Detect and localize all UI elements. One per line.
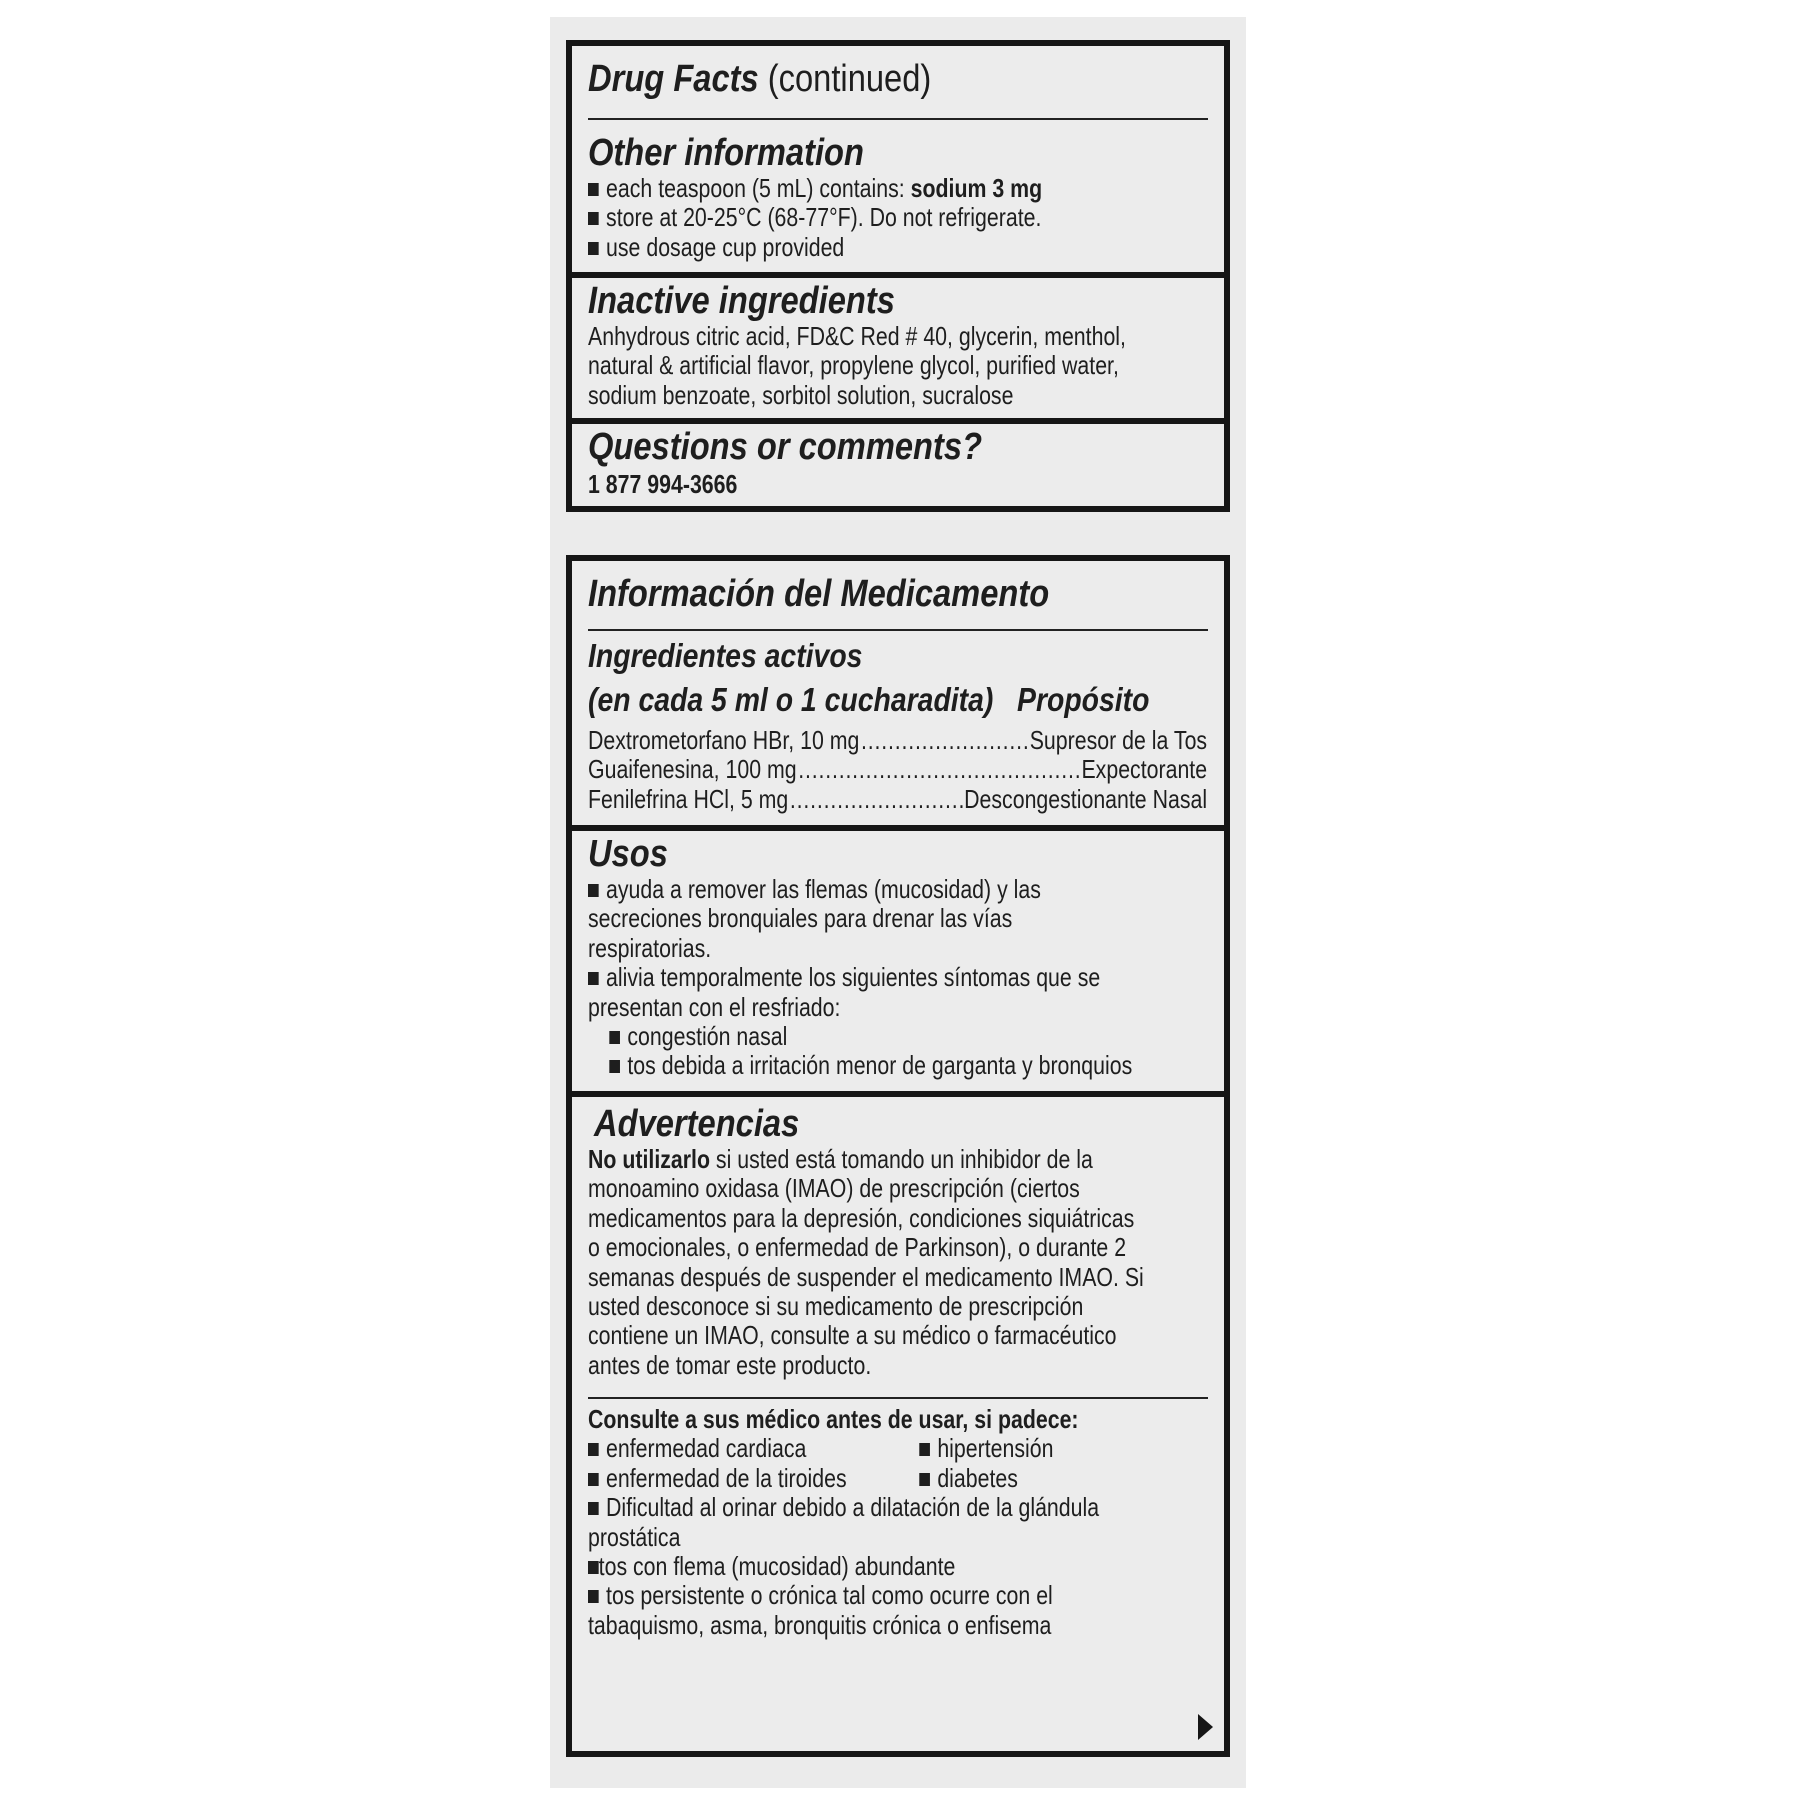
ingredient-row: Dextrometorfano HBr, 10 mg ..... Supresor de la Tos: [588, 726, 1207, 755]
text-line: tabaquismo, asma, bronquitis crónica o enfisema: [588, 1609, 1052, 1640]
section-heading: Usos: [588, 833, 668, 875]
list-item: each teaspoon (5 mL) contains: sodium 3 mg: [588, 174, 1042, 203]
list-item: store at 20-25°C (68-77°F). Do not refrigerate.: [588, 203, 1042, 232]
divider-rule: [588, 118, 1208, 120]
informacion-medicamento-box: [566, 555, 1230, 1757]
ingredient-row: Guaifenesina, 100 mg ..... Expectorante: [588, 755, 1207, 784]
text-line: No utilizarlo si usted está tomando un inhibidor de la: [588, 1144, 1093, 1174]
text-line: presentan con el resfriado:: [588, 991, 841, 1022]
dot-leader: [788, 785, 964, 814]
inactive-ingredients-section: [572, 272, 1224, 418]
bullet-square-icon: [588, 242, 599, 255]
bullet-square-icon: [588, 972, 599, 985]
bullet-square-icon: [609, 1060, 620, 1073]
section-heading: Inactive ingredients: [588, 280, 895, 322]
text-line: antes de tomar este producto.: [588, 1349, 872, 1380]
drug-facts-box: [566, 40, 1230, 512]
list-item: enfermedad cardiaca hipertensión: [588, 1434, 1099, 1463]
bullet-square-icon: [588, 1561, 599, 1574]
questions-section: [572, 418, 1224, 506]
section-heading: Questions or comments?: [588, 426, 983, 468]
consult-heading: Consulte a sus médico antes de usar, si padece:: [588, 1404, 1079, 1434]
purpose-heading: Propósito: [1017, 681, 1150, 718]
list-item: Dificultad al orinar debido a dilatación de la glándula: [588, 1493, 1099, 1522]
list-item: tos debida a irritación menor de garganta y bronquios: [588, 1051, 1132, 1080]
text-line: sodium benzoate, sorbitol solution, sucralose: [588, 379, 1014, 410]
dot-leader: [797, 755, 1082, 784]
usos-section: [572, 825, 1224, 1091]
list-item: use dosage cup provided: [588, 233, 1042, 262]
text-line: secreciones bronquiales para drenar las vías: [588, 903, 1013, 934]
section-heading: Advertencias: [594, 1103, 800, 1145]
bullet-square-icon: [919, 1473, 930, 1486]
text-line: o emocionales, o enfermedad de Parkinson), o durante 2: [588, 1232, 1127, 1263]
list-item: tos persistente o crónica tal como ocurre con el: [588, 1581, 1099, 1610]
text-line: contiene un IMAO, consulte a su médico o farmacéutico: [588, 1320, 1117, 1351]
bullet-square-icon: [588, 1502, 599, 1515]
ingredientes-activos-section: [572, 561, 1224, 825]
bullet-square-icon: [588, 1443, 599, 1456]
bullet-square-icon: [919, 1443, 930, 1456]
phone-number: 1 877 994-3666: [588, 469, 738, 499]
list-item: congestión nasal: [588, 1022, 1132, 1051]
other-information-section: [572, 46, 1224, 272]
divider-rule: [588, 629, 1208, 631]
ingredient-row: Fenilefrina HCl, 5 mg ..... Descongestionante Nasal: [588, 785, 1207, 814]
text-line: medicamentos para la depresión, condiciones siquiátricas: [588, 1202, 1135, 1233]
continued-arrow-icon: [1198, 1714, 1213, 1740]
bullet-square-icon: [588, 1590, 599, 1603]
text-line: prostática: [588, 1521, 681, 1552]
list-item: alivia temporalmente los siguientes síntomas que se: [588, 963, 1132, 992]
divider-rule: [588, 1397, 1208, 1399]
section-heading: Other information: [588, 132, 864, 174]
text-line: monoamino oxidasa (IMAO) de prescripción (ciertos: [588, 1173, 1080, 1204]
list-item: ayuda a remover las flemas (mucosidad) y las: [588, 875, 1132, 904]
text-line: respiratorias.: [588, 932, 712, 963]
bullet-square-icon: [588, 1473, 599, 1486]
list-item: tos con flema (mucosidad) abundante: [588, 1552, 1099, 1581]
text-line: semanas después de suspender el medicamento IMAO. Si: [588, 1261, 1144, 1292]
bullet-square-icon: [588, 884, 599, 897]
section-heading: Ingredientes activos: [588, 637, 863, 674]
text-line: natural & artificial flavor, propylene glycol, purified water,: [588, 350, 1119, 381]
spanish-title: Información del Medicamento: [588, 573, 1050, 615]
bullet-square-icon: [609, 1031, 620, 1044]
bullet-square-icon: [588, 212, 599, 225]
advertencias-section: [572, 1091, 1224, 1751]
subheading: (en cada 5 ml o 1 cucharadita) Propósito: [588, 681, 1150, 718]
text-line: usted desconoce si su medicamento de prescripción: [588, 1290, 1084, 1321]
list-item: enfermedad de la tiroides diabetes: [588, 1464, 1099, 1493]
dot-leader: [859, 726, 1029, 755]
bullet-square-icon: [588, 183, 599, 196]
drug-facts-title: Drug Facts (continued): [588, 58, 932, 100]
text-line: Anhydrous citric acid, FD&C Red # 40, glycerin, menthol,: [588, 321, 1126, 351]
